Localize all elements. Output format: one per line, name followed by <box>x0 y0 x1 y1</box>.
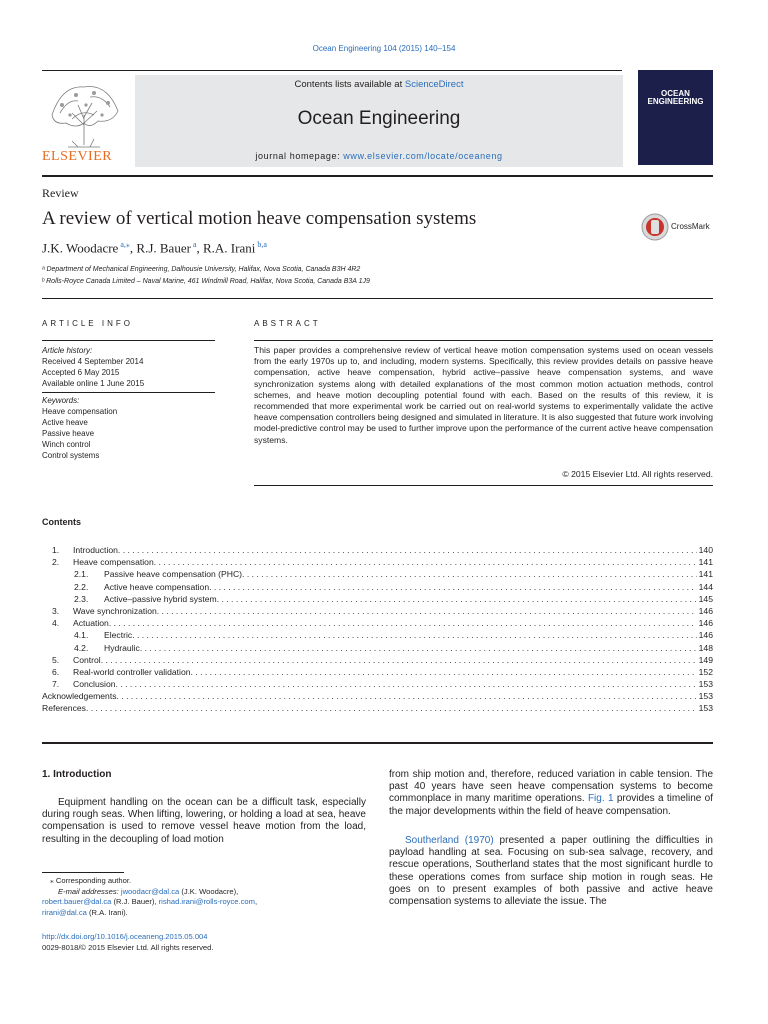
toc-entry-label[interactable]: References <box>42 703 86 714</box>
homepage-link[interactable]: www.elsevier.com/locate/oceaneng <box>343 151 503 161</box>
toc-entry-page: 144 <box>698 581 713 592</box>
toc-entry[interactable] <box>42 629 713 641</box>
email-owner: (J.K. Woodacre), <box>179 886 239 896</box>
intro-paragraph-right-2 <box>389 835 713 908</box>
author-list <box>42 240 267 256</box>
toc-entry-number: 3. <box>52 605 60 616</box>
toc-leader-dots <box>118 544 697 556</box>
author-separator: , <box>129 240 137 256</box>
corresponding-author-note: ⁎ Corresponding author. <box>50 876 132 885</box>
toc-entry-page: 152 <box>698 666 713 677</box>
email-line-2 <box>42 897 342 908</box>
keywords-list <box>42 406 117 461</box>
toc-entry[interactable] <box>42 690 713 702</box>
email-link[interactable]: rishad.irani@rolls-royce.com <box>158 897 255 906</box>
crossmark-label: CrossMark <box>671 222 710 231</box>
toc-entry[interactable] <box>42 568 713 580</box>
toc-entry[interactable] <box>42 666 713 678</box>
email-separator: , <box>254 897 258 906</box>
author-affiliation-marker[interactable]: a,⁎ <box>118 240 130 249</box>
email-line-3 <box>42 908 342 919</box>
toc-entry[interactable] <box>42 581 713 593</box>
toc-entry[interactable] <box>42 605 713 617</box>
toc-leader-dots <box>86 702 697 714</box>
author-affiliation-marker[interactable]: b,a <box>255 240 267 249</box>
toc-leader-dots <box>116 678 697 690</box>
abstract-heading: ABSTRACT <box>254 319 321 328</box>
toc-entry-page: 148 <box>698 642 713 653</box>
toc-entry-label[interactable]: Active–passive hybrid system <box>104 593 217 604</box>
email-line-1 <box>42 887 342 898</box>
toc-leader-dots <box>217 593 697 605</box>
introduction-heading: 1. Introduction <box>42 769 112 780</box>
abstract-bottom-rule <box>254 485 713 486</box>
header-bottom-rule <box>42 175 713 177</box>
homepage-prefix: journal homepage: <box>255 151 344 161</box>
toc-entry-label[interactable]: Introduction <box>73 545 118 555</box>
toc-entry-label[interactable]: Heave compensation <box>73 557 154 568</box>
toc-entry-label[interactable]: Acknowledgements <box>42 691 117 702</box>
affiliation-b: ᵇ Rolls-Royce Canada Limited – Naval Marine, 461 Windmill Road, Halifax, Nova Scotia, Canada B3A 1J9 <box>42 278 370 285</box>
toc-leader-dots <box>154 556 697 568</box>
toc-entry[interactable] <box>42 544 713 556</box>
toc-entry-page: 149 <box>698 654 713 665</box>
paragraph-text: from ship motion and, therefore, reduced variation in cable tension. The past 40 years have seen heave compensation systems to become commonplace in many maritime operations. <box>389 769 713 805</box>
toc-entry-label[interactable]: Actuation <box>73 618 109 629</box>
keyword: Active heave <box>42 418 88 427</box>
available-date: Available online 1 June 2015 <box>42 379 145 388</box>
toc-entry-page: 141 <box>698 557 713 568</box>
toc-entry-label[interactable]: Active heave compensation <box>104 581 210 592</box>
table-of-contents <box>42 544 713 715</box>
toc-leader-dots <box>140 642 697 654</box>
email-owner: (R.J. Bauer), <box>111 897 159 906</box>
toc-leader-dots <box>242 568 697 580</box>
toc-entry-number: 2.3. <box>74 593 89 604</box>
toc-entry-page: 141 <box>698 569 713 580</box>
keyword: Winch control <box>42 440 91 449</box>
toc-leader-dots <box>209 581 697 593</box>
elsevier-wordmark: ELSEVIER <box>42 149 113 164</box>
toc-entry-number: 4.2. <box>74 642 89 653</box>
author-name: R.J. Bauer <box>136 240 191 256</box>
toc-entry[interactable] <box>42 593 713 605</box>
toc-entry-label[interactable]: Real-world controller validation <box>73 666 191 677</box>
toc-entry-page: 146 <box>698 618 713 629</box>
abstract-rule <box>254 340 713 341</box>
toc-entry-label[interactable]: Hydraulic <box>104 642 140 653</box>
email-owner: (R.A. Irani). <box>86 907 128 917</box>
toc-entry[interactable] <box>42 678 713 690</box>
toc-leader-dots <box>109 617 697 629</box>
article-title: A review of vertical motion heave compensation systems <box>42 208 477 229</box>
toc-entry-label[interactable]: Wave synchronization <box>73 605 157 616</box>
toc-entry[interactable] <box>42 556 713 568</box>
footnote-rule <box>42 872 124 873</box>
journal-homepage-line <box>135 151 623 161</box>
issn-copyright: 0029-8018/© 2015 Elsevier Ltd. All rights reserved. <box>42 942 214 952</box>
article-info-rule <box>42 340 215 341</box>
contents-heading: Contents <box>42 517 81 527</box>
keyword: Passive heave <box>42 429 95 438</box>
toc-entry-page: 146 <box>698 605 713 616</box>
toc-leader-dots <box>101 654 697 666</box>
sciencedirect-link[interactable]: ScienceDirect <box>404 79 464 90</box>
toc-entry-number: 4.1. <box>74 630 89 641</box>
toc-entry-number: 2.1. <box>74 569 89 580</box>
toc-entry-page: 153 <box>698 703 713 714</box>
toc-leader-dots <box>157 605 697 617</box>
toc-entry-label[interactable]: Electric <box>104 630 133 641</box>
keyword: Heave compensation <box>42 407 118 416</box>
toc-entry-label[interactable]: Control <box>73 654 101 665</box>
email-label: E-mail addresses: <box>58 886 121 896</box>
header-top-rule <box>42 70 622 71</box>
toc-entry-page: 145 <box>698 593 713 604</box>
article-type: Review <box>42 186 79 200</box>
figure-1-link[interactable]: Fig. 1 <box>587 793 614 805</box>
toc-entry[interactable] <box>42 617 713 629</box>
journal-reference-link[interactable]: Ocean Engineering 104 (2015) 140–154 <box>312 44 456 53</box>
cover-title: OCEAN ENGINEERING <box>647 89 704 106</box>
article-info-heading: ARTICLE INFO <box>42 319 133 328</box>
toc-leader-dots <box>191 666 697 678</box>
journal-title: Ocean Engineering <box>297 108 461 129</box>
journal-cover-image[interactable] <box>638 70 713 165</box>
author-name: R.A. Irani <box>203 240 256 256</box>
toc-entry-number: 2. <box>52 557 60 568</box>
toc-entry-label[interactable]: Conclusion <box>73 679 116 690</box>
contents-available-line <box>135 79 623 90</box>
toc-entry[interactable] <box>42 654 713 666</box>
toc-entry-number: 7. <box>52 679 60 690</box>
email-link[interactable]: rirani@dal.ca <box>42 907 87 917</box>
author-separator: , <box>196 240 203 256</box>
contents-bottom-rule <box>42 742 713 744</box>
email-link[interactable]: robert.bauer@dal.ca <box>42 897 112 906</box>
doi-link[interactable]: http://dx.doi.org/10.1016/j.oceaneng.2015.05.004 <box>42 932 208 941</box>
toc-entry[interactable] <box>42 702 713 714</box>
author-affiliation-marker[interactable]: a <box>190 240 197 249</box>
affiliation-a: ᵃ Department of Mechanical Engineering, Dalhousie University, Halifax, Nova Scotia, Canada B3H 4R2 <box>42 266 361 273</box>
toc-entry-label[interactable]: Passive heave compensation (PHC) <box>104 569 243 580</box>
paragraph-text: presented a paper outlining the difficulties in payload handling at sea. Focusing on sub-sea salvage, recovery, and rescue operations, Southerland states that the most significant hurdle to these operations comes from surface ship motion in rough seas. He goes on to present examples of both passive and active heave compensation systems to alleviate the issue. The <box>389 835 713 908</box>
toc-entry-number: 4. <box>52 618 60 629</box>
toc-entry-page: 153 <box>698 679 713 690</box>
received-date: Received 4 September 2014 <box>42 357 144 366</box>
toc-entry-number: 1. <box>52 545 60 555</box>
keywords-label: Keywords: <box>42 396 80 405</box>
doi-block <box>42 932 214 953</box>
email-link[interactable]: jwoodacr@dal.ca <box>120 886 180 896</box>
history-rule <box>42 392 215 393</box>
toc-entry-number: 6. <box>52 666 60 677</box>
intro-paragraph-left: Equipment handling on the ocean can be a difficult task, especially during rough seas. When lifting, lowering, or holding a load at sea, heave compensation is used to remove vessel heave motion from the load, resulting in the decoupling of load motion <box>42 797 366 845</box>
citation-southerland-link[interactable]: Southerland (1970) <box>405 835 494 846</box>
toc-entry-page: 146 <box>698 630 713 641</box>
abstract-copyright: © 2015 Elsevier Ltd. All rights reserved. <box>562 469 713 479</box>
title-block-rule <box>42 298 713 299</box>
intro-paragraph-right-1 <box>389 769 713 818</box>
toc-leader-dots <box>117 690 697 702</box>
abstract-text: This paper provides a comprehensive review of vertical heave motion compensation systems used on ocean vessels from the early 1970s up to, and including, modern systems. Specifically, this review provides details on passive heave compensation, active heave compensation, hybrid active–passive heave compensation systems, and wave synchronization systems along with detailed explanations of the most common motion actuation methods, control schemes, and heave motion decoupling potential found with each. Based on the results of this review, it is recommended that more experimental work be carried out on real-world systems to experimentally validate the active heave compensation controllers being designed and simulated in literature. It is also suggested that future work involving model-predictive control may be used to further improve upon the performance of the current active heave compensation systems. <box>254 345 713 445</box>
toc-entry-page: 153 <box>698 691 713 702</box>
toc-leader-dots <box>132 629 696 641</box>
contents-prefix: Contents lists available at <box>294 79 405 90</box>
toc-entry[interactable] <box>42 642 713 654</box>
toc-entry-page: 140 <box>698 545 713 555</box>
author-name: J.K. Woodacre <box>42 240 119 256</box>
accepted-date: Accepted 6 May 2015 <box>42 368 120 377</box>
history-label: Article history: <box>42 346 93 355</box>
footnotes <box>42 876 342 918</box>
toc-entry-number: 2.2. <box>74 581 89 592</box>
toc-entry-number: 5. <box>52 654 60 665</box>
keyword: Control systems <box>42 451 100 460</box>
paragraph-text: provides a timeline of the major developments within the field of heave compensation. <box>389 793 713 817</box>
